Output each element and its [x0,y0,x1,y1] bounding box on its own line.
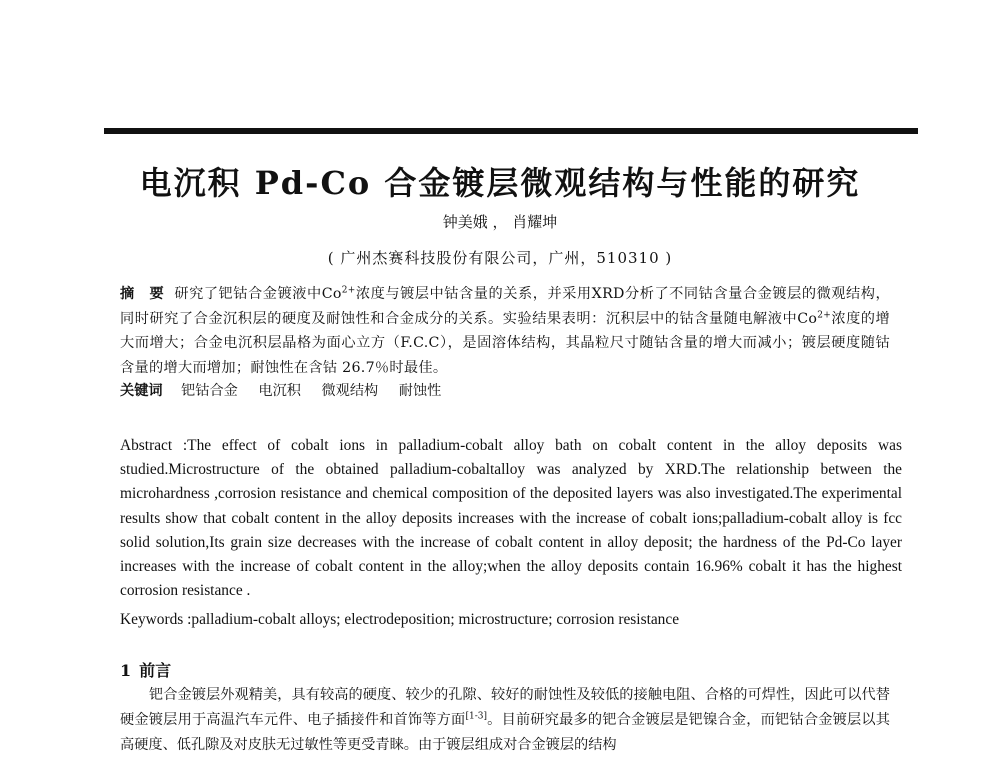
abstract-text-1: 研究了钯钴合金镀液中Co [174,286,342,302]
abstract-text-2: 浓度与镀层中钴含量的关系，并采用XRD分析了不同钴含量合金镀层的微观结构，同时研究了合金沉积层的硬度及耐蚀性和合金成分的关系。实验结果表明：沉积层中的钴含量随电解液中Co [120,286,891,327]
intro-text-2: 。目前研究最多的钯合金镀层是钯镍合金，而钯钴合金镀层以其高硬度、低孔隙及对皮肤无过敏性等更受青睐。由于镀层组成对合金镀层的结构 [120,712,890,753]
header-rule [104,128,918,134]
keyword-item: 钯钴合金 [181,383,238,399]
citation-ref: [1-3] [465,711,487,722]
chinese-abstract [120,282,890,380]
keyword-item: 电沉积 [258,383,301,399]
english-abstract: Abstract :The effect of cobalt ions in palladium-cobalt alloy bath on cobalt content in the alloy deposits was studied.Microstructure of the obtained palladium-cobaltalloy was analyzed by XRD.The relationship between the microhardness ,corrosion resistance and chemical composition of the deposited layers was also investigated.The experimental results show that cobalt content in the alloy deposits increases with the increase of cobalt ions;palladium-cobalt alloy is fcc solid solution,Its grain size decreases with the increase of cobalt content in alloy deposit; the hardness of the Pd-Co layer increases with the increase of cobalt content in the alloy;when the alloy deposits contain 16.96% cobalt it has the highest corrosion resistance . [120,437,902,600]
keyword-item: 微观结构 [321,383,379,399]
intro-paragraph [120,683,890,758]
superscript-charge-1: 2+ [341,285,356,296]
authors: 钟美娥 ， 肖耀坤 [442,213,558,231]
keyword-item: 耐蚀性 [398,383,442,399]
affiliation: ( 广州杰赛科技股份有限公司，广州，510310 ) [327,249,673,267]
section-title: 前言 [139,661,172,680]
superscript-charge-2: 2+ [817,309,832,320]
intro-text-1: 钯合金镀层外观精美，具有较高的硬度、较少的孔隙、较好的耐蚀性及较低的接触电阻、合格的可焊性，因此可以代替硬金镀层用于高温汽车元件、电子插接件和首饰等方面 [120,687,890,728]
abstract-text-3: 浓度的增大而增大；合金电沉积层晶格为面心立方（F.C.C），是固溶体结构，其晶粒尺寸随钴含量的增大而减小；镀层硬度随钴含量的增大而增加；耐蚀性在含钴 26.7％时最佳。 [120,310,890,376]
paper-title: 电沉积 Pd-Co 合金镀层微观结构与性能的研究 [139,164,861,202]
section-heading [120,658,171,681]
abstract-label: 摘 要 [120,286,165,302]
english-keywords: Keywords :palladium-cobalt alloys; electrodeposition; microstructure; corrosion resistance [120,611,680,628]
keywords-label: 关键词 [120,383,163,399]
section-number: 1 [120,661,132,680]
chinese-keywords [120,379,890,403]
